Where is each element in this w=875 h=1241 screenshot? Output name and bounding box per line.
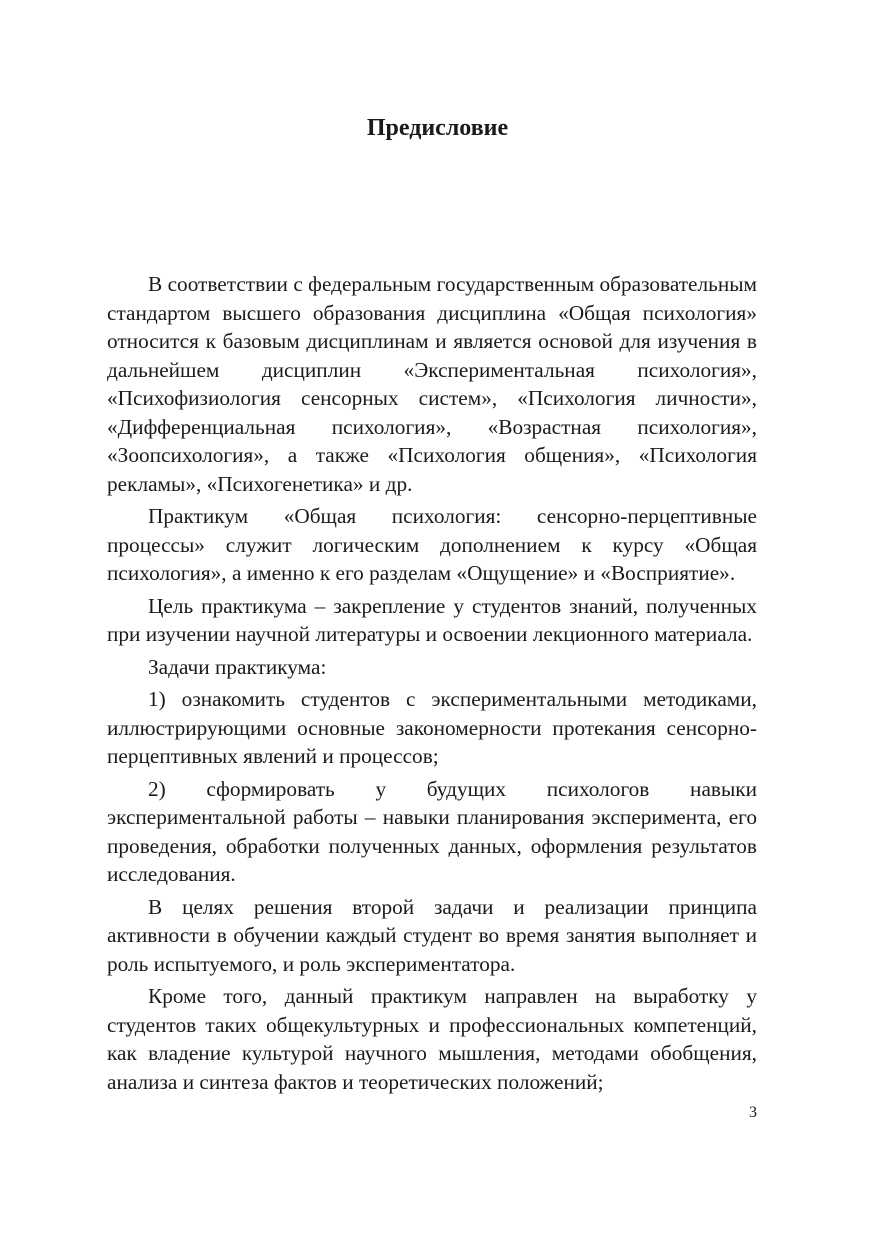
page-number: 3: [749, 1104, 757, 1121]
paragraph-competencies: Кроме того, данный практикум направлен на выработку у студентов таких общекультурных и профессиональных компетенций, как владение культурой научного мышления, методами обобщения, анализа и синтеза фактов и теоретических положений;: [107, 984, 757, 1094]
paragraph-task-2: 2) сформировать у будущих психологов навыки экспериментальной работы – навыки планирования эксперимента, его проведения, обработки полученных данных, оформления результатов исследования.: [107, 776, 757, 886]
body-text: [107, 270, 757, 1100]
paragraph-activity: В целях решения второй задачи и реализации принципа активности в обучении каждый студент во время занятия выполняет и роль испытуемого, и роль экспериментатора.: [107, 894, 757, 976]
paragraph-task-1: 1) ознакомить студентов с экспериментальными методиками, иллюстрирующими основные закономерности протекания сенсорно-перцептивных явлений и процессов;: [107, 687, 757, 768]
page-title: Предисловие: [366, 115, 509, 141]
paragraph-intro: В соответствии с федеральным государственным образовательным стандартом высшего образования дисциплина «Общая психология» относится к базовым дисциплинам и является основой для изучения в дальнейшем дисциплин «Экспериментальная психология», «Психофизиология сенсорных систем», «Психология личности», «Дифференциальная психология», «Возрастная психология», «Зоопсихология», а также «Психология общения», «Психология рекламы», «Психогенетика» и др.: [107, 272, 757, 496]
paragraph-tasks-heading: Задачи практикума:: [148, 654, 327, 679]
paragraph-goal: Цель практикума – закрепление у студентов знаний, полученных при изучении научной литературы и освоении лекционного материала.: [107, 593, 757, 646]
paragraph-practicum: Практикум «Общая психология: сенсорно-перцептивные процессы» служит логическим дополнением к курсу «Общая психология», а именно к его разделам «Ощущение» и «Восприятие».: [107, 504, 757, 585]
